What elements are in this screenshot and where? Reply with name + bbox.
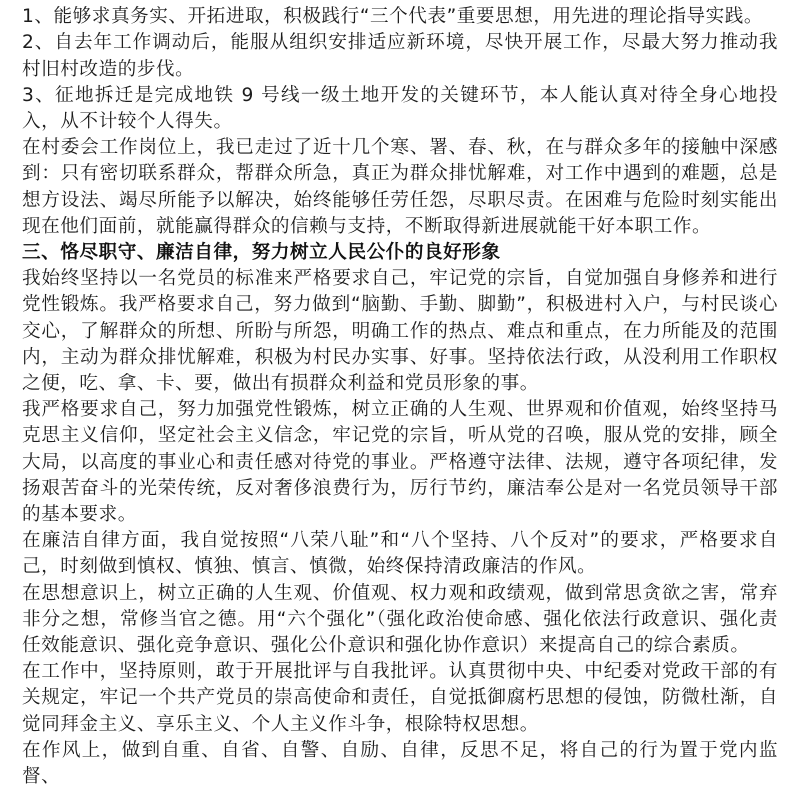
paragraph-self-discipline: 我严格要求自己，努力加强党性锻炼，树立正确的人生观、世界观和价值观，始终坚持马克思主义信仰，坚定社会主义信念，牢记党的宗旨，听从党的召唤，服从党的安排，顾全大局，以高度的事业心和责任感对待党的事业。严格遵守法律、法规，遵守各项纪律，发扬艰苦奋斗的光荣传统，反对奢侈浪费行为，厉行节约，廉洁奉公是对一名党员领导干部的基本要求。 (22, 399, 778, 526)
paragraph-item-3: 3、征地拆迁是完成地铁 9 号线一级土地开发的关键环节，本人能认真对待全身心地投入，从不计较个人得失。 (22, 84, 778, 133)
section-heading-three: 三、恪尽职守、廉洁自律，努力树立人民公仆的良好形象 (22, 242, 501, 264)
paragraph-ideology: 在思想意识上，树立正确的人生观、价值观、权力观和政绩观，做到常思贪欲之害，常弃非分之想，常修当官之德。用“六个强化”（强化政治使命感、强化依法行政意识、强化责任效能意识、强化竞争意识、强化公仆意识和强化协作意识）来提高自己的综合素质。 (22, 582, 778, 657)
paragraph-item-2: 2、自去年工作调动后，能服从组织安排适应新环境，尽快开展工作，尽最大努力推动我村旧村改造的步伐。 (22, 32, 778, 80)
paragraph-village-committee: 在村委会工作岗位上，我已走过了近十几个寒、署、春、秋，在与群众多年的接触中深感到：只有密切联系群众，帮群众所急，真正为群众排忧解难，对工作中遇到的难题，总是想方设法、竭尽所能予以解决，始终能够任劳任怨，尽职尽责。在困难与危险时刻实能出现在他们面前，就能赢得群众的信赖与支持，不断取得新进展就能干好本职工作。 (22, 137, 778, 237)
paragraph-party-member: 我始终坚持以一名党员的标准来严格要求自己，牢记党的宗旨，自觉加强自身修养和进行党性锻炼。我严格要求自己，努力做到“脑勤、手勤、脚勤”，积极进村入户，与村民谈心交心，了解群众的所想、所盼与所怨，明确工作的热点、难点和重点，在力所能及的范围内，主动为群众排忧解难，积极为村民办实事、好事。坚持依法行政，从没利用工作职权之便，吃、拿、卡、要，做出有损群众利益和党员形象的事。 (22, 268, 778, 395)
paragraph-work-style: 在作风上，做到自重、自省、自警、自励、自律，反思不足，将自己的行为置于党内监督、 (22, 739, 778, 788)
paragraph-item-1: 1、能够求真务实、开拓进取，积极践行“三个代表”重要思想，用先进的理论指导实践。 (22, 6, 764, 28)
paragraph-integrity: 在廉洁自律方面，我自觉按照“八荣八耻”和“八个坚持、八个反对”的要求，严格要求自己，时刻做到慎权、慎独、慎言、慎微，始终保持清政廉洁的作风。 (22, 530, 778, 578)
paragraph-work-principles: 在工作中，坚持原则，敢于开展批评与自我批评。认真贯彻中央、中纪委对党政干部的有关规定，牢记一个共产党员的崇高使命和责任，自觉抵御腐朽思想的侵蚀，防微杜渐，自觉同拜金主义、享乐主义、个人主义作斗争，根除特权思想。 (22, 661, 778, 735)
